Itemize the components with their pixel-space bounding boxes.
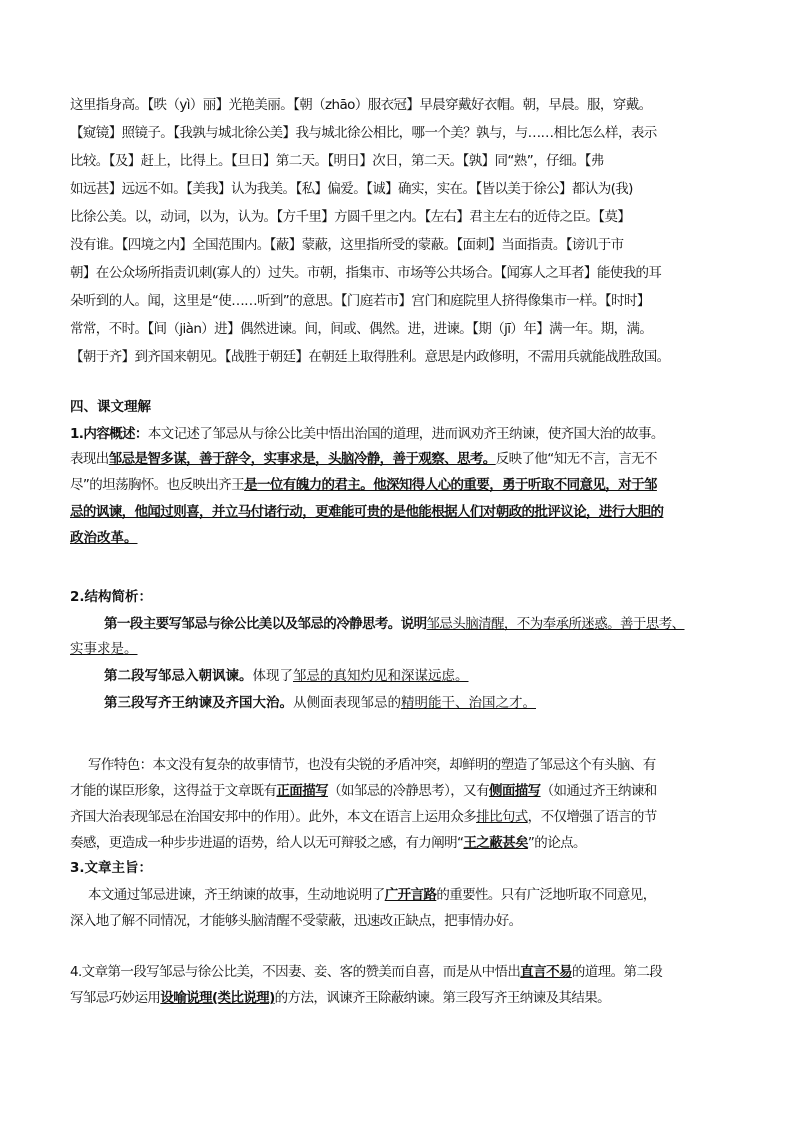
section-heading: 四、课文理解 [70, 399, 151, 415]
structure-emphasis: 邹忌头脑清醒，不为奉承所迷惑。善于思考、 [426, 616, 685, 632]
writing-emphasis: 排比句式 [476, 809, 528, 825]
glossary-line: 比徐公美。以，动词，以为，认为。【方千里】方圆千里之内。【左右】君主左右的近侍之臣。【莫】 [70, 209, 631, 225]
analysis-text: 4.文章第一段写邹忌与徐公比美，不因妻、妾、客的赞美而自喜，而是从中悟出 [70, 964, 521, 980]
structure-line [104, 694, 536, 712]
analysis-line [70, 963, 662, 981]
structure-emphasis: 邹忌的真知灼见和深谋远虑。 [293, 668, 469, 684]
analysis-text: 写邹忌巧妙运用 [70, 990, 161, 1006]
summary-line: 忌的讽谏，他闻过则喜，并立马付诸行动，更难能可贵的是他能根据人们对朝政的批评议论，进行大胆的 [70, 504, 664, 520]
summary-emphasis: 邹忌是智多谋，善于辞令，实事求是，头脑冷静，善于观察、思考。 [108, 451, 496, 467]
writing-text: 齐国大治表现邹忌在治国安邦中的作用）。此外，本文在语言上运用众多 [70, 809, 477, 825]
writing-text: （如通过齐王纳谏和 [540, 783, 657, 799]
structure-line [104, 667, 469, 685]
theme-line [88, 886, 656, 904]
glossary-line: 没有谁。【四境之内】全国范围内。【蔽】蒙蔽，这里指所受的蒙蔽。【面刺】当面指责。【谤讥于市 [70, 237, 624, 253]
summary-label: 1.内容概述： [70, 426, 148, 442]
theme-line: 深入地了解不同情况，才能够头脑清醒不受蒙蔽，迅速改正缺点，把事情办好。 [70, 913, 522, 929]
glossary-line: 朵听到的人。闻，这里是“使……听到”的意思。【门庭若市】宫门和庭院里人挤得像集市一样。【时时】 [70, 293, 650, 309]
summary-line [70, 450, 657, 468]
glossary-line: 【朝于齐】到齐国来朝见。【战胜于朝廷】在朝廷上取得胜利。意思是内政修明，不需用兵就能战胜敌国。 [70, 349, 670, 365]
writing-text: ，不仅增强了语言的节 [527, 809, 657, 825]
glossary-line: 【窥镜】照镜子。【我孰与城北徐公美】我与城北徐公相比，哪一个美？孰与，与……相比怎么样，表示 [70, 125, 657, 141]
summary-text: 反映了他“知无不言，言无不 [495, 451, 657, 467]
summary-line [70, 425, 664, 443]
writing-text: ”的论点。 [527, 835, 586, 851]
structure-emphasis: 精明能干、治国之才。 [401, 695, 536, 711]
structure-text: 从侧面表现邹忌的 [293, 695, 401, 711]
summary-line [70, 476, 657, 494]
summary-text: 尽”的坦荡胸怀。也反映出齐王 [70, 477, 245, 493]
summary-line: 政治改革。 [70, 530, 138, 546]
writing-emphasis: 正面描写 [276, 783, 329, 799]
writing-line [70, 808, 657, 826]
theme-emphasis: 广开言路 [384, 887, 437, 903]
theme-text: 的重要性。只有广泛地听取不同意见， [436, 887, 656, 903]
summary-text: 表现出 [70, 451, 109, 467]
structure-text: 体现了 [252, 668, 293, 684]
writing-line [70, 782, 657, 800]
writing-text: 奏感，更造成一种步步进逼的语势，给人以无可辩驳之感，有力阐明“ [70, 835, 464, 851]
structure-text: 第二段写邹忌入朝讽谏。 [104, 668, 253, 684]
structure-text: 第一段主要写邹忌与徐公比美以及邹忌的冷静思考。说明 [104, 616, 427, 632]
glossary-line: 常常，不时。【间（jiàn）进】偶然进谏。间，间或、偶然。进，进谏。【期（jī）年】满一年。期，满。 [70, 321, 653, 337]
structure-label: 2.结构简析： [70, 589, 153, 605]
glossary-line: 朝】在公众场所指责讥刺(寡人的）过失。市朝，指集市、市场等公共场合。【闻寡人之耳者】能使我的耳 [70, 265, 662, 281]
structure-line [70, 640, 138, 658]
analysis-emphasis: 直言不易 [520, 964, 572, 980]
glossary-line: 如远甚】远远不如。【美我】认为我美。【私】偏爱。【诚】确实，实在。【皆以美于徐公】都认为(我) [70, 181, 633, 197]
analysis-line [70, 989, 610, 1007]
structure-emphasis: 实事求是。 [70, 641, 138, 657]
writing-emphasis: 侧面描写 [488, 783, 541, 799]
summary-text: 本文记述了邹忌从与徐公比美中悟出治国的道理，进而讽劝齐王纳谏，使齐国大治的故事。 [147, 426, 664, 442]
theme-text: 本文通过邹忌进谏，齐王纳谏的故事，生动地说明了 [88, 887, 385, 903]
structure-line [104, 615, 685, 633]
summary-emphasis: 是一位有魄力的君主。他深知得人心的重要，勇于听取不同意见，对于邹 [244, 477, 657, 493]
glossary-line: 比较。【及】赶上，比得上。【旦日】第二天。【明日】次日，第二天。【孰】同“熟”，仔细。【弗 [70, 153, 604, 169]
structure-text: 第三段写齐王纳谏及齐国大治。 [104, 695, 293, 711]
writing-line [70, 834, 586, 852]
writing-line: 写作特色：本文没有复杂的故事情节，也没有尖锐的矛盾冲突，却鲜明的塑造了邹忌这个有头脑、有 [88, 757, 656, 773]
glossary-line: 这里指身高。【昳（yì）丽】光艳美丽。【朝（zhāo）服衣冠】早晨穿戴好衣帽。朝，早晨。服，穿戴。 [70, 97, 652, 113]
analysis-emphasis: 设喻说理(类比说理) [160, 990, 275, 1006]
writing-text: 才能的谋臣形象，这得益于文章既有 [70, 783, 277, 799]
writing-emphasis: 王之蔽甚矣 [463, 835, 528, 851]
writing-text: （如邹忌的冷静思考），又有 [328, 783, 489, 799]
analysis-text: 的道理。第二段 [571, 964, 663, 980]
analysis-text: 的方法，讽谏齐王除蔽纳谏。第三段写齐王纳谏及其结果。 [274, 990, 611, 1006]
theme-label: 3.文章主旨： [70, 860, 153, 876]
